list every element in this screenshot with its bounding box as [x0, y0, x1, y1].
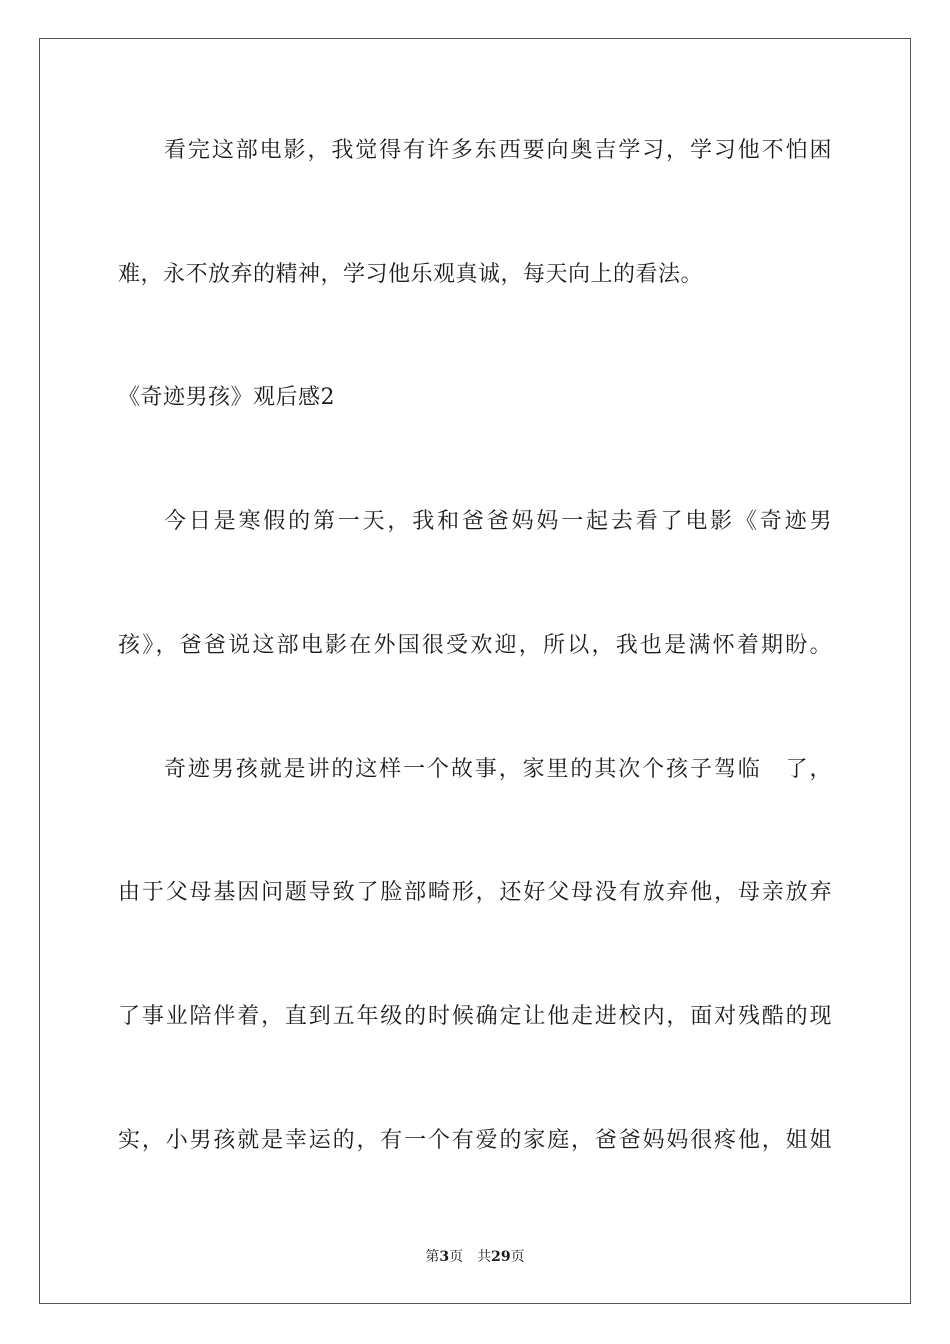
page-number: 3 — [439, 1249, 450, 1265]
paragraph-line-2: 难，永不放弃的精神，学习他乐观真诚，每天向上的看法。 — [118, 262, 704, 287]
paragraph-line-4: 孩》，爸爸说这部电影在外国很受欢迎，所以，我也是满怀着期盼。 — [118, 633, 832, 658]
paragraph-line-5: 奇迹男孩就是讲的这样一个故事，家里的其次个孩子驾临 了， — [164, 757, 832, 782]
paragraph-line-3: 今日是寒假的第一天，我和爸爸妈妈一起去看了电影《奇迹男 — [164, 509, 832, 534]
total-prefix: 共 — [477, 1249, 492, 1265]
total-suffix: 页 — [510, 1249, 525, 1265]
paragraph-line-6: 由于父母基因问题导致了脸部畸形，还好父母没有放弃他，母亲放弃 — [118, 880, 832, 905]
paragraph-line-7: 了事业陪伴着，直到五年级的时候确定让他走进校内，面对残酷的现 — [118, 1004, 832, 1029]
paragraph-line-1: 看完这部电影，我觉得有许多东西要向奥吉学习，学习他不怕困 — [164, 138, 832, 163]
page-frame — [39, 38, 911, 1304]
section-heading: 《奇迹男孩》观后感2 — [118, 385, 335, 410]
page-suffix: 页 — [449, 1249, 464, 1265]
page-prefix: 第 — [425, 1249, 440, 1265]
total-pages: 29 — [491, 1249, 511, 1265]
paragraph-line-8: 实，小男孩就是幸运的，有一个有爱的家庭，爸爸妈妈很疼他，姐姐 — [118, 1128, 832, 1153]
page-footer — [0, 1248, 950, 1266]
